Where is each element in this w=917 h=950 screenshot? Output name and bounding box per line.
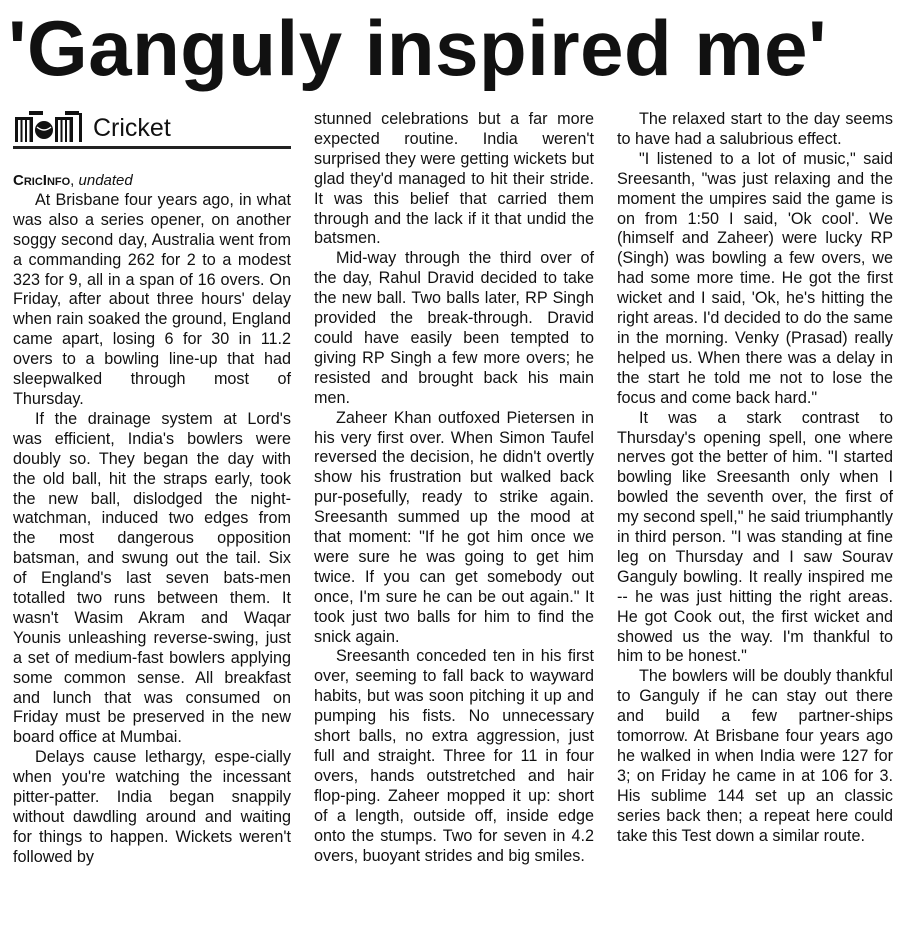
- article-column-3: [617, 110, 893, 847]
- headline: 'Ganguly inspired me': [8, 4, 828, 92]
- paragraph: The relaxed start to the day seems to have had a salubrious effect.: [617, 110, 893, 148]
- section-header: [13, 106, 291, 149]
- paragraph: It was a stark contrast to Thursday's opening spell, one where nerves got the better of him. "I started bowling like Sreesanth only when I bowled the seventh over, the first of my second spell," he said triumphantly in third person. "I was standing at fine leg on Thursday and I saw Sourav Ganguly bowling. It really inspired me -- he was just hitting the right areas. He got Cook out, the first wicket and showed us the way. I'm thankful to him to be honest.": [617, 408, 893, 666]
- paragraph: The bowlers will be doubly thankful to Ganguly if he can stay out there and build a few partner-ships tomorrow. At Brisbane four years ago he walked in when India were 127 for 3; on Friday he came in at 106 for 3. His sublime 144 set up an classic series back then; a repeat here could take this Test down a similar route.: [617, 667, 893, 845]
- paragraph: Mid-way through the third over of the day, Rahul Dravid decided to take the new ball. Two balls later, RP Singh provided the break-through. Dravid could have easily been tempted to giving RP Singh a few more overs; he resisted and brought back his main men.: [314, 249, 594, 407]
- article-column-2: [314, 110, 594, 866]
- paragraph: If the drainage system at Lord's was efficient, India's bowlers were doubly so. They began the day with the old ball, hit the straps early, took the new ball, dislodged the night-watchman, induced two edges from the most dangerous opposition batsman, and swung out the tail. Six of England's last seven bats-men totalled two runs between them. It wasn't Wasim Akram and Waqar Younis unleashing reverse-swing, just a set of medium-fast bowlers applying some common sense. All breakfast and lunch that was consumed on Friday must be preserved in the new board office at Mumbai.: [13, 409, 291, 747]
- byline: CricInfo, undated: [13, 172, 133, 189]
- byline-date: undated: [78, 172, 133, 189]
- paragraph: Delays cause lethargy, espe-cially when you're watching the incessant pitter-patter. India began snappily without dawdling around and waiting for things to happen. Wickets weren't followed by: [13, 748, 291, 866]
- paragraph: Zaheer Khan outfoxed Pietersen in his very first over. When Simon Taufel reversed the decision, he didn't overtly show his frustration but walked back pur-posefully, ready to strike again. Sreesanth summed up the mood at that moment: "If he got him once we were sure he was going to get him twice. If you can get somebody out once, I'm sure he can be out again." It took just two balls for him to find the snick again.: [314, 408, 594, 646]
- byline-source: CricInfo: [13, 172, 71, 189]
- paragraph: At Brisbane four years ago, in what was also a series opener, on another soggy second day, Australia went from a commanding 262 for 2 to a modest 323 for 9, all in a span of 16 overs. On Friday, after about three hours' delay when rain soaked the ground, England came apart, losing 6 for 30 in 11.2 overs to a bowling line-up that had sleepwalked through most of Thursday.: [13, 190, 291, 408]
- cricket-logo-icon: [13, 108, 87, 144]
- paragraph: "I listened to a lot of music," said Sreesanth, "was just relaxing and the moment the umpires said the game is on from 1:50 I said, 'Ok cool'. We (himself and Zaheer) were lucky RP (Singh) was bowling a few overs, we had some more time. He got the first wicket and I said, 'Ok, he's hitting the right areas. I'd decided to do the same in the morning. Venky (Prasad) really helped us. When there was a delay in the start he told me not to lose the focus and come back hard.": [617, 149, 893, 407]
- article-column-1: [13, 106, 291, 868]
- section-name: Cricket: [93, 114, 171, 142]
- paragraph: stunned celebrations but a far more expected routine. India weren't surprised they were getting wickets but glad they'd managed to hit their stride. It was this belief that carried them through and the lack if it that undid the batsmen.: [314, 110, 594, 248]
- paragraph: Sreesanth conceded ten in his first over, seeming to fall back to wayward habits, but was soon pitching it up and pumping his fists. No unnecessary short balls, no extra aggression, just full and straight. Three for 11 in four overs, hands outstretched and hair flop-ping. Zaheer mopped it up: short of a length, outside off, inside edge onto the stumps. Two for seven in 4.2 overs, buoyant strides and big smiles.: [314, 647, 594, 865]
